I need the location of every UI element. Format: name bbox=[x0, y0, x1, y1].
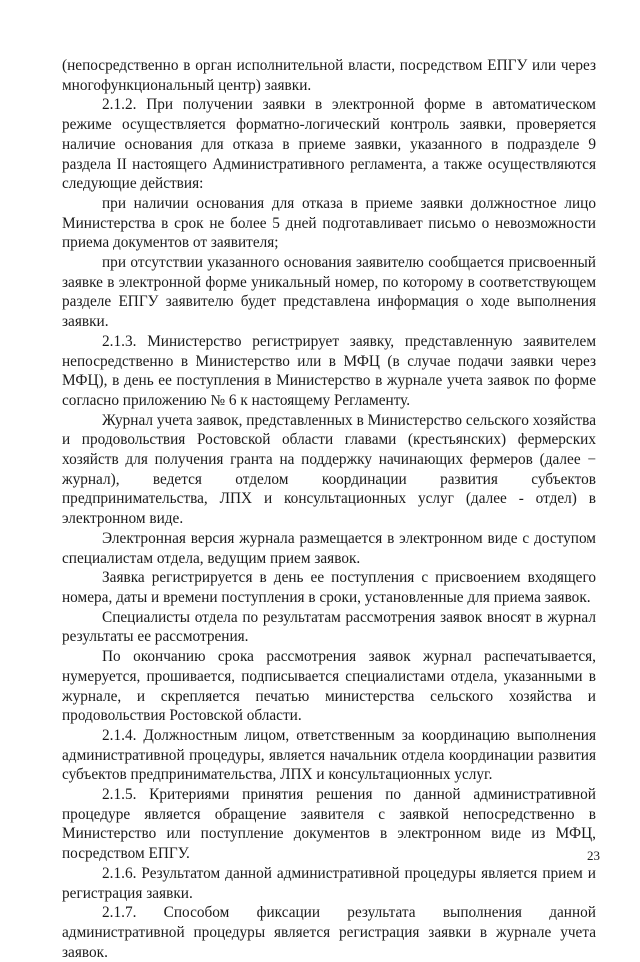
paragraph-electronic-journal: Электронная версия журнала размещается в электронном виде с доступом специалистам отдела, ведущим прием заявок. bbox=[62, 529, 596, 567]
paragraph-2-1-7: 2.1.7. Способом фиксации результата выполнения данной административной процедуры является регистрация заявки в журнале учета заявок. bbox=[62, 904, 596, 961]
paragraph-2-1-2: 2.1.2. При получении заявки в электронной форме в автоматическом режиме осуществляется форматно-логический контроль заявки, проверяется наличие основания для отказа в приеме заявки, указанного в подразделе 9 раздела II настоящего Административного регламента, а также осуществляются следующие действия: bbox=[62, 96, 596, 193]
paragraph-journal: Журнал учета заявок, представленных в Министерство сельского хозяйства и продовольствия Ростовской области главами (крестьянских) фермерских хозяйств для получения гранта на поддержку начинающих фермеров (далее − журнал), ведется отделом координации развития субъектов предпринимательства, ЛПХ и консультационных услуг (далее - отдел) в электронном виде. bbox=[62, 411, 596, 528]
paragraph-2-1-3: 2.1.3. Министерство регистрирует заявку, представленную заявителем непосредственно в Министерство или в МФЦ (в случае подачи заявки через МФЦ), в день ее поступления в Министерство в журнале учета заявок по форме согласно приложению № 6 к настоящему Регламенту. bbox=[62, 332, 596, 409]
paragraph-2-1-6: 2.1.6. Результатом данной административной процедуры является прием и регистрация заявки. bbox=[62, 864, 596, 902]
document-body bbox=[62, 56, 596, 962]
paragraph-results: Специалисты отдела по результатам рассмотрения заявок вносят в журнал результаты ее рассмотрения. bbox=[62, 608, 596, 646]
paragraph-refusal-case: при наличии основания для отказа в приеме заявки должностное лицо Министерства в срок не более 5 дней подготавливает письмо о невозможности приема документов от заявителя; bbox=[62, 194, 596, 252]
paragraph-journal-printing: По окончанию срока рассмотрения заявок журнал распечатывается, нумеруется, прошивается, подписывается специалистами отдела, указанными в журнале, и скрепляется печатью министерства сельского хозяйства и продовольствия Ростовской области. bbox=[62, 648, 596, 725]
paragraph-registration: Заявка регистрируется в день ее поступления с присвоением входящего номера, даты и времени поступления в сроки, установленные для приема заявок. bbox=[62, 569, 596, 606]
paragraph-2-1-4: 2.1.4. Должностным лицом, ответственным за координацию выполнения административной процедуры, является начальник отдела координации развития субъектов предпринимательства, ЛПХ и консультационных услуг. bbox=[62, 726, 596, 784]
paragraph-continuation: (непосредственно в орган исполнительной власти, посредством ЕПГУ или через многофункциональный центр) заявки. bbox=[62, 57, 596, 94]
paragraph-2-1-5: 2.1.5. Критериями принятия решения по данной административной процедуре является обращение заявителя с заявкой непосредственно в Министерство или поступление документов в электронном виде из МФЦ, посредством ЕПГУ. bbox=[62, 786, 596, 863]
paragraph-no-refusal-case: при отсутствии указанного основания заявителю сообщается присвоенный заявке в электронной форме уникальный номер, по которому в соответствующем разделе ЕПГУ заявителю будет представлена информация о ходе выполнения заявки. bbox=[62, 254, 596, 331]
page-number: 23 bbox=[587, 848, 600, 863]
